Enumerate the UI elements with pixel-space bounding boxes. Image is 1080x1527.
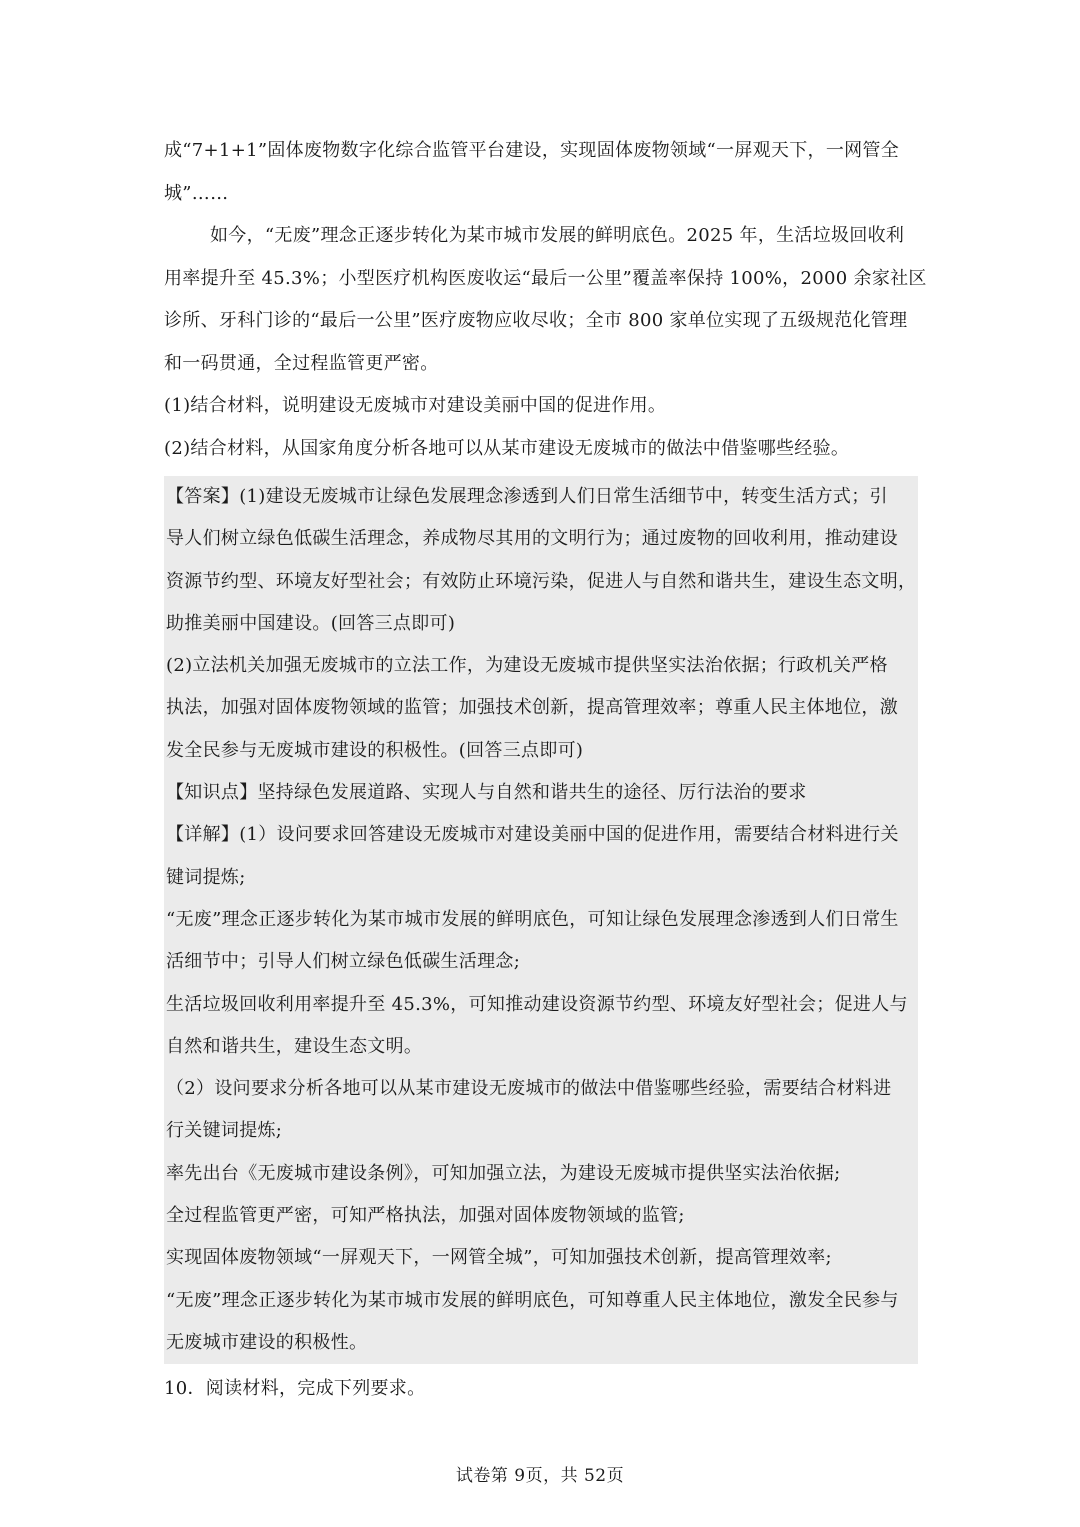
explanation-line: 无废城市建设的积极性。 [166,1331,368,1353]
text-line: 如今，“无废”理念正逐步转化为某市城市发展的鲜明底色。2025 年，生活垃圾回收利 [210,225,905,246]
answer-line: 助推美丽中国建设。(回答三点即可) [166,612,456,634]
answer-line: 执法，加强对固体废物领域的监管；加强技术创新，提高管理效率；尊重人民主体地位，激 [166,697,898,719]
explanation-line: 实现固体废物领域“一屏观天下，一网管全城”，可知加强技术创新，提高管理效率; [166,1247,832,1269]
explanation-line: 【详解】(1）设问要求回答建设无废城市对建设美丽中国的促进作用，需要结合材料进行关 [166,824,899,846]
explanation-line: 率先出台《无废城市建设条例》，可知加强立法，为建设无废城市提供坚实法治依据; [166,1162,841,1184]
document-page [164,130,927,1411]
material-paragraph [164,215,927,385]
text-line: 诊所、牙科门诊的“最后一公里”医疗废物应收尽收；全市 800 家单位实现了五级规范化管理 [164,310,908,331]
explanation-line: 生活垃圾回收利用率提升至 45.3%，可知推动建设资源节约型、环境友好型社会；促进人与 [166,993,908,1015]
text-line: 用率提升至 45.3%；小型医疗机构医废收运“最后一公里”覆盖率保持 100%，2000 余家社区 [164,267,927,289]
question-list [164,385,918,470]
text-line: 城”…… [164,182,229,204]
explanation-line: 自然和谐共生，建设生态文明。 [166,1035,423,1057]
next-question: 10．阅读材料，完成下列要求。 [164,1378,426,1400]
answer-block [164,476,918,1364]
answer-line: 【答案】(1)建设无废城市让绿色发展理念渗透到人们日常生活细节中，转变生活方式；引 [166,486,888,507]
page-footer: 试卷第 9页，共 52页 [455,1466,625,1486]
question-1: (1)结合材料，说明建设无废城市对建设美丽中国的促进作用。 [164,395,667,416]
explanation-line: “无废”理念正逐步转化为某市城市发展的鲜明底色，可知让绿色发展理念渗透到人们日常生 [166,908,899,930]
text-line: 和一码贯通，全过程监管更严密。 [164,352,439,374]
answer-line: 导人们树立绿色低碳生活理念，养成物尽其用的文明行为；通过废物的回收利用，推动建设 [166,528,898,550]
answer-line: (2)立法机关加强无废城市的立法工作，为建设无废城市提供坚实法治依据；行政机关严格 [166,655,888,677]
explanation-line: 全过程监管更严密，可知严格执法，加强对固体废物领域的监管; [166,1205,685,1227]
text-line: 成“7+1+1”固体废物数字化综合监管平台建设，实现固体废物领域“一屏观天下，一网管全 [164,140,900,161]
question-2: (2)结合材料，从国家角度分析各地可以从某市建设无废城市的做法中借鉴哪些经验。 [164,437,850,459]
explanation-line: 键词提炼; [166,866,246,888]
explanation-line: 行关键词提炼; [166,1120,283,1142]
explanation-line: 活细节中；引导人们树立绿色低碳生活理念; [166,951,521,973]
explanation-line: （2）设问要求分析各地可以从某市建设无废城市的做法中借鉴哪些经验，需要结合材料进 [166,1078,892,1100]
answer-line: 发全民参与无废城市建设的积极性。(回答三点即可) [166,739,584,761]
material-continuation [164,130,918,215]
knowledge-point: 【知识点】坚持绿色发展道路、实现人与自然和谐共生的途径、厉行法治的要求 [166,782,807,804]
answer-line: 资源节约型、环境友好型社会；有效防止环境污染，促进人与自然和谐共生，建设生态文明， [166,570,917,592]
explanation-line: “无废”理念正逐步转化为某市城市发展的鲜明底色，可知尊重人民主体地位，激发全民参与 [166,1289,899,1311]
